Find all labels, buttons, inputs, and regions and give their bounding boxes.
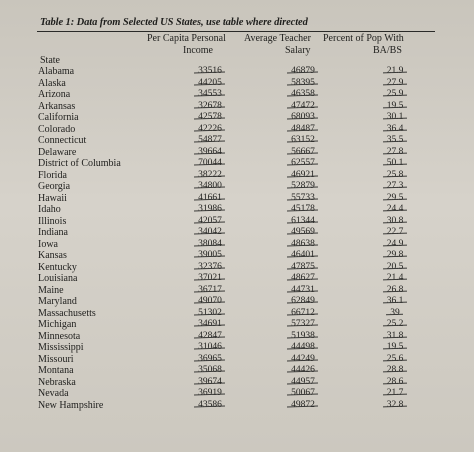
salary-value: 61344 xyxy=(291,215,315,226)
babs-value: 31.8 xyxy=(386,330,404,341)
babs-value: 24.4 xyxy=(386,204,404,214)
babs-cell xyxy=(360,204,430,216)
income-value: 31986 xyxy=(198,204,222,214)
babs-value: 21.9 xyxy=(386,66,404,76)
salary-value: 44731 xyxy=(291,284,315,295)
header-state: State xyxy=(40,55,60,66)
income-value: 43586 xyxy=(198,399,222,410)
babs-value: 39 xyxy=(390,307,400,318)
salary-cell xyxy=(268,342,338,354)
table-caption: Table 1: Data from Selected US States, use table where directed xyxy=(40,17,308,28)
state-name: Hawaii xyxy=(38,192,67,204)
babs-value: 30.1 xyxy=(386,112,404,122)
income-value: 41661 xyxy=(198,192,222,203)
income-cell xyxy=(175,170,245,182)
state-name: Arkansas xyxy=(38,100,76,112)
babs-cell xyxy=(360,89,430,101)
income-value: 34553 xyxy=(198,89,222,99)
salary-value: 52879 xyxy=(291,181,315,191)
salary-value: 68093 xyxy=(291,112,315,122)
state-name: Kentucky xyxy=(38,261,77,273)
income-value: 42057 xyxy=(198,215,222,226)
babs-cell xyxy=(360,354,430,366)
salary-cell xyxy=(268,112,338,124)
header-salary-line1: Average Teacher xyxy=(244,33,311,44)
state-name: Indiana xyxy=(38,227,68,238)
salary-cell xyxy=(268,204,338,216)
babs-column xyxy=(360,66,430,411)
salary-cell xyxy=(268,239,338,251)
salary-cell xyxy=(268,388,338,400)
babs-value: 36.1 xyxy=(386,296,404,306)
salary-cell xyxy=(268,377,338,389)
income-value: 39664 xyxy=(198,146,222,157)
salary-value: 58395 xyxy=(291,77,315,88)
state-name: Georgia xyxy=(38,181,71,192)
income-cell xyxy=(175,308,245,320)
state-name: Alabama xyxy=(38,66,75,77)
salary-cell xyxy=(268,216,338,228)
state-name: Nebraska xyxy=(38,376,76,388)
income-cell xyxy=(175,365,245,377)
salary-cell xyxy=(268,66,338,78)
salary-value: 46358 xyxy=(291,89,315,99)
babs-value: 29.5 xyxy=(386,192,404,203)
income-cell xyxy=(175,400,245,412)
salary-cell xyxy=(268,331,338,343)
income-value: 36965 xyxy=(198,353,222,364)
babs-cell xyxy=(360,250,430,262)
income-value: 49070 xyxy=(198,296,222,306)
salary-value: 62557 xyxy=(291,158,315,168)
salary-cell xyxy=(268,227,338,239)
income-value: 39005 xyxy=(198,250,222,260)
salary-cell xyxy=(268,262,338,274)
salary-value: 48487 xyxy=(291,123,315,134)
income-cell xyxy=(175,147,245,159)
income-cell xyxy=(175,354,245,366)
salary-value: 46921 xyxy=(291,169,315,180)
babs-value: 25.9 xyxy=(386,89,404,99)
income-value: 32376 xyxy=(198,261,222,272)
state-name: Minnesota xyxy=(38,330,81,342)
income-value: 32678 xyxy=(198,100,222,111)
salary-column xyxy=(268,66,338,411)
salary-cell xyxy=(268,285,338,297)
babs-value: 28.8 xyxy=(386,365,404,375)
babs-value: 35.5 xyxy=(386,135,404,145)
header-income-line1: Per Capita Personal xyxy=(147,33,226,44)
salary-value: 46401 xyxy=(291,250,315,260)
header-babs-line2: BA/BS xyxy=(373,45,402,56)
salary-value: 62849 xyxy=(291,296,315,306)
state-name: Kansas xyxy=(38,250,67,261)
babs-value: 21.4 xyxy=(386,273,404,283)
babs-value: 25.8 xyxy=(386,169,404,180)
babs-cell xyxy=(360,124,430,136)
income-value: 44205 xyxy=(198,77,222,88)
salary-cell xyxy=(268,308,338,320)
state-name: Colorado xyxy=(38,123,76,135)
babs-value: 26.8 xyxy=(386,284,404,295)
babs-cell xyxy=(360,101,430,113)
salary-value: 66712 xyxy=(291,307,315,318)
income-value: 38222 xyxy=(198,169,222,180)
salary-value: 47472 xyxy=(291,100,315,111)
income-cell xyxy=(175,216,245,228)
salary-cell xyxy=(268,101,338,113)
table-top-rule xyxy=(37,31,435,32)
state-column xyxy=(38,66,121,411)
state-name: Arizona xyxy=(38,89,71,100)
babs-cell xyxy=(360,78,430,90)
babs-value: 50.1 xyxy=(386,158,404,168)
state-name: California xyxy=(38,112,79,123)
income-cell xyxy=(175,388,245,400)
income-value: 51302 xyxy=(198,307,222,318)
income-column xyxy=(175,66,245,411)
salary-value: 57327 xyxy=(291,319,315,329)
salary-cell xyxy=(268,273,338,285)
salary-value: 48627 xyxy=(291,273,315,283)
salary-value: 44498 xyxy=(291,342,315,352)
babs-cell xyxy=(360,319,430,331)
state-name: Louisiana xyxy=(38,273,78,284)
income-cell xyxy=(175,135,245,147)
state-name: Idaho xyxy=(38,204,61,215)
babs-cell xyxy=(360,273,430,285)
header-salary-line2: Salary xyxy=(285,45,311,56)
babs-cell xyxy=(360,66,430,78)
babs-cell xyxy=(360,193,430,205)
income-value: 34691 xyxy=(198,319,222,329)
income-value: 33516 xyxy=(198,66,222,76)
salary-value: 48638 xyxy=(291,238,315,249)
salary-value: 56667 xyxy=(291,146,315,157)
income-cell xyxy=(175,296,245,308)
income-cell xyxy=(175,273,245,285)
salary-value: 44957 xyxy=(291,376,315,387)
babs-cell xyxy=(360,239,430,251)
state-name: Illinois xyxy=(38,215,67,227)
income-cell xyxy=(175,124,245,136)
income-value: 31046 xyxy=(198,342,222,352)
salary-cell xyxy=(268,365,338,377)
babs-value: 30.8 xyxy=(386,215,404,226)
state-name: District of Columbia xyxy=(38,158,121,169)
babs-cell xyxy=(360,262,430,274)
salary-value: 63152 xyxy=(291,135,315,145)
state-name: Michigan xyxy=(38,319,77,330)
header-babs-line1: Percent of Pop With xyxy=(323,33,404,44)
state-name: Mississippi xyxy=(38,342,84,353)
income-cell xyxy=(175,331,245,343)
state-name: Iowa xyxy=(38,238,58,250)
babs-cell xyxy=(360,135,430,147)
salary-value: 49569 xyxy=(291,227,315,237)
income-cell xyxy=(175,285,245,297)
income-value: 34800 xyxy=(198,181,222,191)
income-value: 54877 xyxy=(198,135,222,145)
babs-cell xyxy=(360,112,430,124)
babs-cell xyxy=(360,296,430,308)
income-cell xyxy=(175,101,245,113)
babs-value: 19.5 xyxy=(386,342,404,352)
babs-value: 19.5 xyxy=(386,100,404,111)
babs-value: 32.8 xyxy=(386,399,404,410)
babs-cell xyxy=(360,308,430,320)
state-name: Montana xyxy=(38,365,74,376)
babs-cell xyxy=(360,388,430,400)
income-cell xyxy=(175,89,245,101)
babs-cell xyxy=(360,227,430,239)
state-name: Connecticut xyxy=(38,135,87,146)
salary-cell xyxy=(268,89,338,101)
income-cell xyxy=(175,342,245,354)
income-value: 36717 xyxy=(198,284,222,295)
income-cell xyxy=(175,319,245,331)
income-value: 34042 xyxy=(198,227,222,237)
babs-cell xyxy=(360,342,430,354)
income-value: 42578 xyxy=(198,112,222,122)
babs-value: 25.2 xyxy=(386,319,404,329)
salary-cell xyxy=(268,158,338,170)
babs-cell xyxy=(360,181,430,193)
salary-value: 50067 xyxy=(291,388,315,398)
income-cell xyxy=(175,377,245,389)
babs-value: 22.7 xyxy=(386,227,404,237)
babs-cell xyxy=(360,216,430,228)
state-name: Maine xyxy=(38,284,64,296)
income-cell xyxy=(175,227,245,239)
babs-cell xyxy=(360,158,430,170)
salary-cell xyxy=(268,400,338,412)
income-cell xyxy=(175,193,245,205)
state-name: New Hampshire xyxy=(38,399,104,411)
babs-value: 27.9 xyxy=(386,77,404,88)
babs-cell xyxy=(360,147,430,159)
income-value: 42226 xyxy=(198,123,222,134)
babs-cell xyxy=(360,170,430,182)
salary-value: 46879 xyxy=(291,66,315,76)
salary-value: 55733 xyxy=(291,192,315,203)
state-name: Florida xyxy=(38,169,67,181)
state-name: Delaware xyxy=(38,146,77,158)
babs-value: 21.7 xyxy=(386,388,404,398)
income-value: 35068 xyxy=(198,365,222,375)
income-value: 36919 xyxy=(198,388,222,398)
babs-cell xyxy=(360,331,430,343)
income-cell xyxy=(175,239,245,251)
state-name: Maryland xyxy=(38,296,77,307)
salary-value: 44249 xyxy=(291,353,315,364)
salary-cell xyxy=(268,78,338,90)
babs-cell xyxy=(360,365,430,377)
income-cell xyxy=(175,78,245,90)
income-cell xyxy=(175,250,245,262)
income-value: 39674 xyxy=(198,376,222,387)
babs-value: 24.9 xyxy=(386,238,404,249)
babs-value: 28.6 xyxy=(386,376,404,387)
babs-value: 25.6 xyxy=(386,353,404,364)
salary-value: 44426 xyxy=(291,365,315,375)
salary-cell xyxy=(268,170,338,182)
babs-value: 27.8 xyxy=(386,146,404,157)
state-name: Nevada xyxy=(38,388,69,399)
header-income-line2: Income xyxy=(183,45,213,56)
income-value: 38084 xyxy=(198,238,222,249)
babs-cell xyxy=(360,377,430,389)
income-cell xyxy=(175,262,245,274)
babs-cell xyxy=(360,285,430,297)
salary-cell xyxy=(268,124,338,136)
income-cell xyxy=(175,66,245,78)
income-value: 42847 xyxy=(198,330,222,341)
salary-cell xyxy=(268,147,338,159)
babs-value: 29.8 xyxy=(386,250,404,260)
salary-cell xyxy=(268,296,338,308)
income-value: 37021 xyxy=(198,273,222,283)
salary-value: 47875 xyxy=(291,261,315,272)
babs-value: 36.4 xyxy=(386,123,404,134)
income-cell xyxy=(175,181,245,193)
state-name: Missouri xyxy=(38,353,74,365)
income-cell xyxy=(175,112,245,124)
income-value: 70044 xyxy=(198,158,222,168)
income-cell xyxy=(175,158,245,170)
salary-cell xyxy=(268,250,338,262)
salary-value: 49872 xyxy=(291,399,315,410)
babs-value: 20.5 xyxy=(386,261,404,272)
babs-cell xyxy=(360,400,430,412)
babs-value: 27.3 xyxy=(386,181,404,191)
salary-cell xyxy=(268,354,338,366)
salary-value: 51938 xyxy=(291,330,315,341)
salary-cell xyxy=(268,319,338,331)
income-cell xyxy=(175,204,245,216)
state-name: Massachusetts xyxy=(38,307,96,319)
salary-value: 45178 xyxy=(291,204,315,214)
salary-cell xyxy=(268,193,338,205)
state-name: Alaska xyxy=(38,77,66,89)
salary-cell xyxy=(268,135,338,147)
salary-cell xyxy=(268,181,338,193)
